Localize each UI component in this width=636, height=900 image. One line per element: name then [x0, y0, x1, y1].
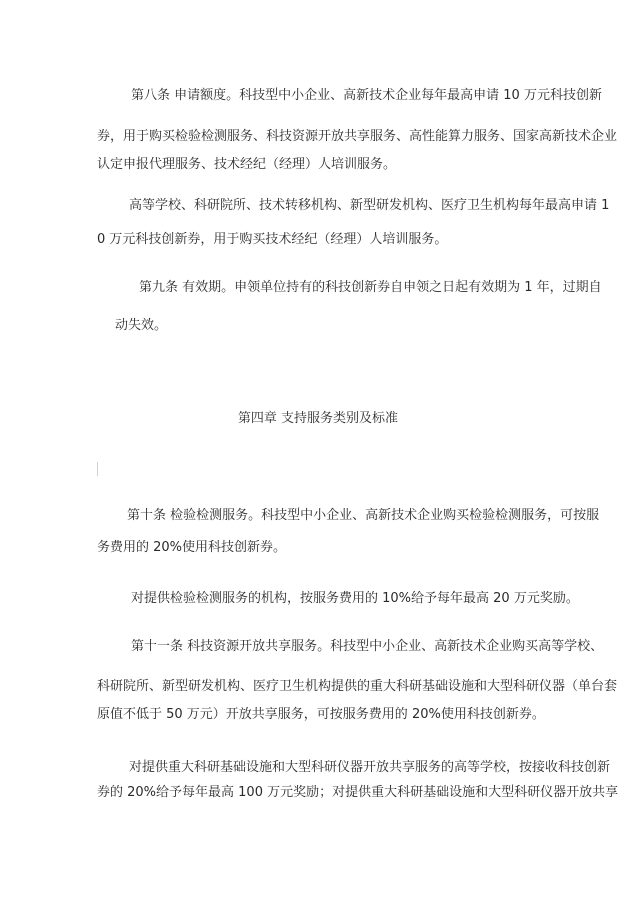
- article-11-para-2-line-1: 对提供重大科研基础设施和大型科研仪器开放共享服务的高等学校，按接收科技创新: [129, 760, 611, 775]
- article-11-para-2-line-2: 券的 20%给予每年最高 100 万元奖励；对提供重大科研基础设施和大型科研仪器开放共享: [97, 785, 619, 800]
- article-8-para-2-line-1: 高等学校、科研院所、技术转移机构、新型研发机构、医疗卫生机构每年最高申请 1: [129, 198, 610, 213]
- chapter-heading: 第四章 支持服务类别及标准: [237, 411, 399, 426]
- article-11-line-1: 第十一条 科技资源开放共享服务。科技型中小企业、高新技术企业购买高等学校、: [131, 639, 604, 654]
- article-9-line-1: 第九条 有效期。申领单位持有的科技创新券自申领之日起有效期为 1 年，过期自: [139, 280, 602, 295]
- article-11-line-2: 科研院所、新型研发机构、医疗卫生机构提供的重大科研基础设施和大型科研仪器（单台套: [97, 679, 618, 694]
- article-9-line-2: 动失效。: [115, 318, 168, 333]
- article-10-line-2: 务费用的 20%使用科技创新券。: [97, 540, 287, 555]
- article-11-line-3: 原值不低于 50 万元）开放共享服务，可按服务费用的 20%使用科技创新券。: [97, 707, 545, 722]
- article-8-line-2: 券，用于购买检验检测服务、科技资源开放共享服务、高性能算力服务、国家高新技术企业: [97, 129, 618, 144]
- article-8-line-3: 认定申报代理服务、技术经纪（经理）人培训服务。: [97, 157, 397, 172]
- article-8-para-2-line-2: 0 万元科技创新券，用于购买技术经纪（经理）人培训服务。: [97, 232, 448, 247]
- article-10-para-2: 对提供检验检测服务的机构，按服务费用的 10%给予每年最高 20 万元奖励。: [131, 591, 579, 606]
- article-8-line-1: 第八条 申请额度。科技型中小企业、高新技术企业每年最高申请 10 万元科技创新: [131, 88, 602, 103]
- margin-mark: [97, 462, 98, 476]
- article-10-line-1: 第十条 检验检测服务。科技型中小企业、高新技术企业购买检验检测服务，可按服: [127, 508, 600, 523]
